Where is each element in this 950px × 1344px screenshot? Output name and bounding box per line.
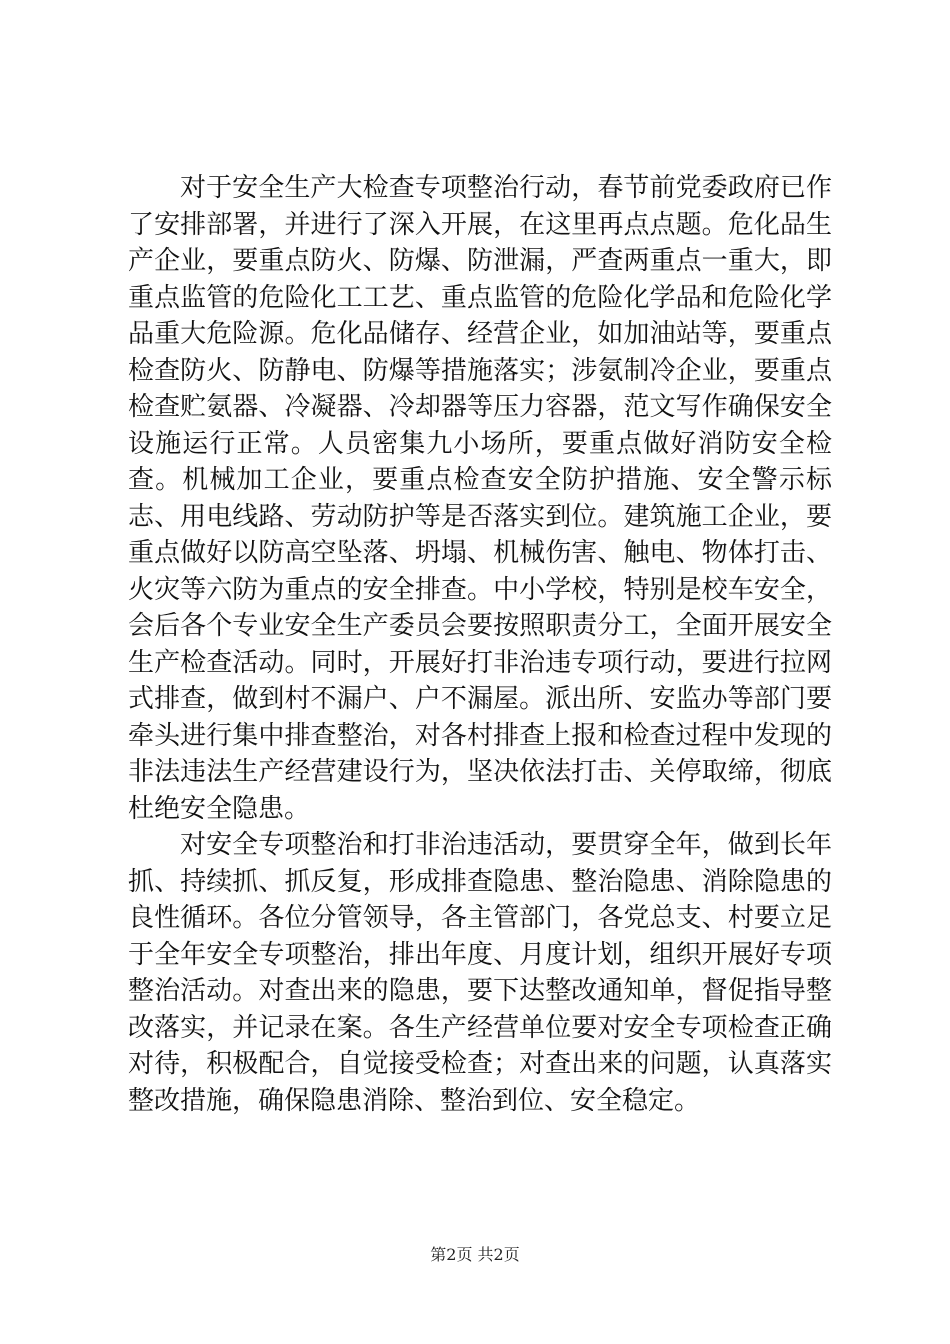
- document-body: [128, 170, 832, 1119]
- page-number-footer: 第2页 共2页: [430, 1245, 520, 1264]
- paragraph-1: 对于安全生产大检查专项整治行动，春节前党委政府已作了安排部署，并进行了深入开展，在这里再点点题。危化品生产企业，要重点防火、防爆、防泄漏，严查两重点一重大，即重点监管的危险化工工艺、重点监管的危险化学品和危险化学品重大危险源。危化品储存、经营企业，如加油站等，要重点检查防火、防静电、防爆等措施落实；涉氨制冷企业，要重点检查贮氨器、冷凝器、冷却器等压力容器，范文写作确保安全设施运行正常。人员密集九小场所，要重点做好消防安全检查。机械加工企业，要重点检查安全防护措施、安全警示标志、用电线路、劳动防护等是否落实到位。建筑施工企业，要重点做好以防高空坠落、坍塌、机械伤害、触电、物体打击、火灾等六防为重点的安全排查。中小学校，特别是校车安全，会后各个专业安全生产委员会要按照职责分工，全面开展安全生产检查活动。同时，开展好打非治违专项行动，要进行拉网式排查，做到村不漏户、户不漏屋。派出所、安监办等部门要牵头进行集中排查整治，对各村排查上报和检查过程中发现的非法违法生产经营建设行为，坚决依法打击、关停取缔，彻底杜绝安全隐患。: [128, 173, 832, 824]
- paragraph-2: 对安全专项整治和打非治违活动，要贯穿全年，做到长年抓、持续抓、抓反复，形成排查隐患、整治隐患、消除隐患的良性循环。各位分管领导，各主管部门，各党总支、村要立足于全年安全专项整治，排出年度、月度计划，组织开展好专项整治活动。对查出来的隐患，要下达整改通知单，督促指导整改落实，并记录在案。各生产经营单位要对安全专项检查正确对待，积极配合，自觉接受检查；对查出来的问题，认真落实整改措施，确保隐患消除、整治到位、安全稳定。: [128, 830, 832, 1116]
